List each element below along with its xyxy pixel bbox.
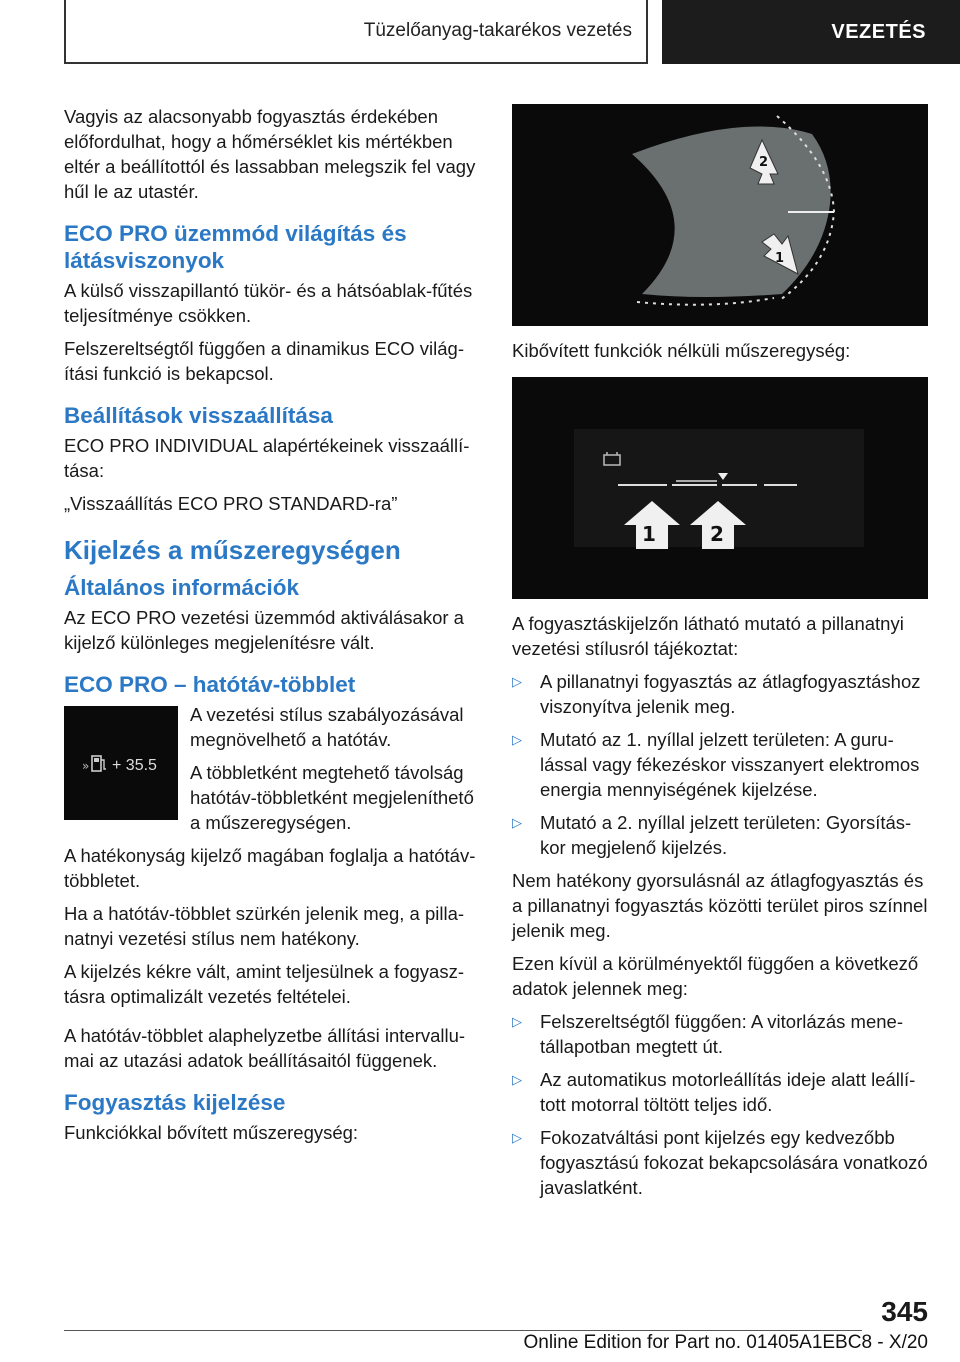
heading-general: Általános információk [64,575,300,600]
triangle-bullet-icon: ▷ [512,1130,522,1145]
paragraph-range-6: A hatótáv-többlet alaphelyzetbe állítási intervallumai az utazási adatok beállításaitól függenek. [64,1025,466,1071]
svg-text:1: 1 [775,251,785,266]
triangle-bullet-icon: ▷ [512,1014,522,1029]
triangle-bullet-icon: ▷ [512,674,522,689]
paragraph-reset-2: „Visszaállítás ECO PRO STANDARD-ra” [64,493,398,514]
paragraph-range-4: Ha a hatótáv-többlet szürkén jelenik meg, a pillanatnyi vezetési stílus nem hatékony. [64,903,465,949]
paragraph-range-3: A hatékonyság kijelző magában foglalja a hatótáv-többletet. [64,845,476,891]
svg-text:2: 2 [710,522,724,546]
heading-display: Kijelzés a műszeregységen [64,535,401,565]
heading-lighting: ECO PRO üzemmód világítás és látásviszonyok [64,221,407,273]
paragraph-intro: Vagyis az alacsonyabb fogyasztás érdekében előfordulhat, hogy a hőmérséklet kis mértékben eltér a beállítottól és lassabban melegszik fel vagy hűl le az utastér. [64,106,476,202]
triangle-bullet-icon: ▷ [512,732,522,747]
paragraph-lighting-2: Felszereltségtől függően a dinamikus ECO világítási funkció is bekapcsol. [64,338,465,384]
chapter-title-text: VEZETÉS [831,20,926,43]
list-item: ▷ Mutató az 1. nyíllal jelzett területen: A gurulással vagy fékezéskor visszanyert elektromos energia mennyiségének kijelzése. [512,729,920,800]
paragraph-range-5: A kijelzés kékre vált, amint teljesülnek a fogyasztásra optimalizált vezetés feltételei. [64,961,464,1007]
bullet-list-additional [512,1009,928,1200]
basic-cluster-image [512,377,928,599]
paragraph-consumption: Funkciókkal bővített műszeregység: [64,1122,359,1143]
paragraph-consumption-pointer: A fogyasztáskijelzőn látható mutató a pillanatnyi vezetési stílusról tájékoztat: [512,613,904,659]
section-title-text: Tüzelőanyag-takarékos vezetés [363,20,632,41]
paragraph-inefficient: Nem hatékony gyorsulásnál az átlagfogyasztás és a pillanatnyi fogyasztás közötti terület piros színnel jelenik meg. [512,870,928,941]
range-value-text: + 35.5 [112,757,157,774]
list-item: ▷ Az automatikus motorleállítás ideje alatt leállított motorral töltött teljes idő. [512,1069,916,1115]
page-number: 345 [881,1296,928,1327]
bullet-list-pointer [512,669,928,860]
list-item: ▷ Felszereltségtől függően: A vitorlázás menetállapotban megtett út. [512,1011,904,1057]
header-chapter-tab [662,0,960,64]
list-item: ▷ Fokozatváltási pont kijelzés egy kedvezőbb fogyasztású fokozat bekapcsolására vonatkozó javaslatként. [512,1127,928,1198]
header-section-title [64,0,648,64]
list-item: ▷ Mutató a 2. nyíllal jelzett területen: Gyorsításkor megjelenő kijelzés. [512,812,912,858]
list-item: ▷ A pillanatnyi fogyasztás az átlagfogyasztáshoz viszonyítva jelenik meg. [512,671,921,717]
fuel-pump-icon [64,706,178,820]
paragraph-range-1: A vezetési stílus szabályozásával megnövelhető a hatótáv. [190,704,464,750]
paragraph-general: Az ECO PRO vezetési üzemmód aktiválásakor a kijelző különleges megjelenítésre vált. [64,607,464,653]
range-block [64,702,480,843]
paragraph-lighting-1: A külső visszapillantó tükör- és a hátsóablak-fűtés teljesítménye csökken. [64,280,473,326]
triangle-bullet-icon: ▷ [512,815,522,830]
footer-divider [64,1330,862,1331]
right-column [512,104,928,1208]
left-column [64,104,480,1153]
paragraph-reset-1: ECO PRO INDIVIDUAL alapértékeinek visszaállítása: [64,435,470,481]
triangle-bullet-icon: ▷ [512,1072,522,1087]
heading-consumption: Fogyasztás kijelzése [64,1090,286,1115]
heading-reset: Beállítások visszaállítása [64,403,333,428]
footer-edition: Online Edition for Part no. 01405A1EBC8 - X/20 [523,1332,928,1353]
extended-cluster-image [512,104,928,326]
svg-text:1: 1 [642,522,656,546]
paragraph-range-2: A többletként megtehető távolság hatótáv-többletként megjeleníthető a műszeregységen. [190,762,474,833]
svg-text:2: 2 [759,155,769,170]
range-display-image [64,706,178,820]
paragraph-additional: Ezen kívül a körülményektől függően a következő adatok jelennek meg: [512,953,919,999]
svg-text:»: » [82,759,90,773]
heading-range: ECO PRO – hatótáv-többlet [64,672,356,697]
caption-basic-cluster: Kibővített funkciók nélküli műszeregység: [512,340,851,361]
